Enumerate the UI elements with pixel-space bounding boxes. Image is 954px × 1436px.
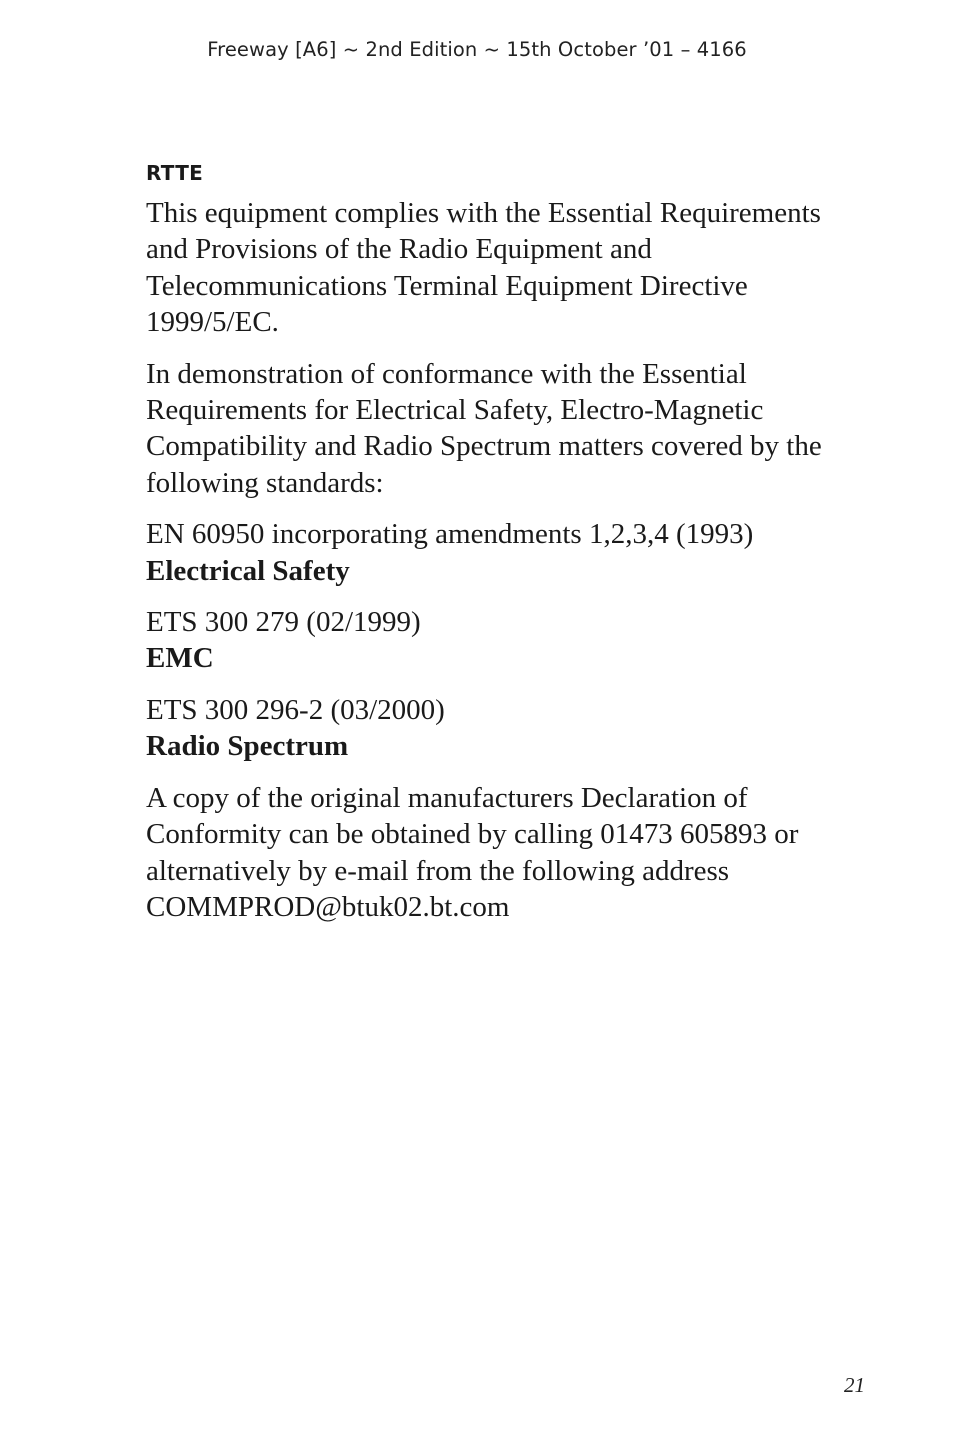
standard-entry-electrical-safety [146, 516, 846, 589]
conformance-paragraph: In demonstration of conformance with the Essential Requirements for Electrical Safety, Electro-Magnetic Compatibility and Radio Spectrum matters covered by the following standards: [146, 357, 822, 499]
standard-title: EMC [146, 642, 214, 675]
standard-code: EN 60950 incorporating amendments 1,2,3,4 (1993) [146, 518, 754, 551]
intro-paragraph: This equipment complies with the Essential Requirements and Provisions of the Radio Equipment and Telecommunications Terminal Equipment Directive 1999/5/EC. [146, 197, 821, 339]
standard-entry-emc [146, 604, 846, 677]
declaration-paragraph: A copy of the original manufacturers Declaration of Conformity can be obtained by calling 01473 605893 or alternatively by e-mail from the following address COMMPROD@btuk02.bt.com [146, 781, 799, 923]
page-content [146, 160, 846, 940]
standard-entry-radio-spectrum [146, 692, 846, 765]
standard-title: Electrical Safety [146, 554, 350, 587]
standard-code: ETS 300 296-2 (03/2000) [146, 693, 445, 726]
standard-code: ETS 300 279 (02/1999) [146, 606, 421, 639]
section-heading: RTTE [146, 161, 204, 185]
running-header: Freeway [A6] ~ 2nd Edition ~ 15th October ’01 – 4166 [207, 38, 747, 61]
standard-title: Radio Spectrum [146, 730, 349, 763]
page-number: 21 [844, 1373, 865, 1397]
